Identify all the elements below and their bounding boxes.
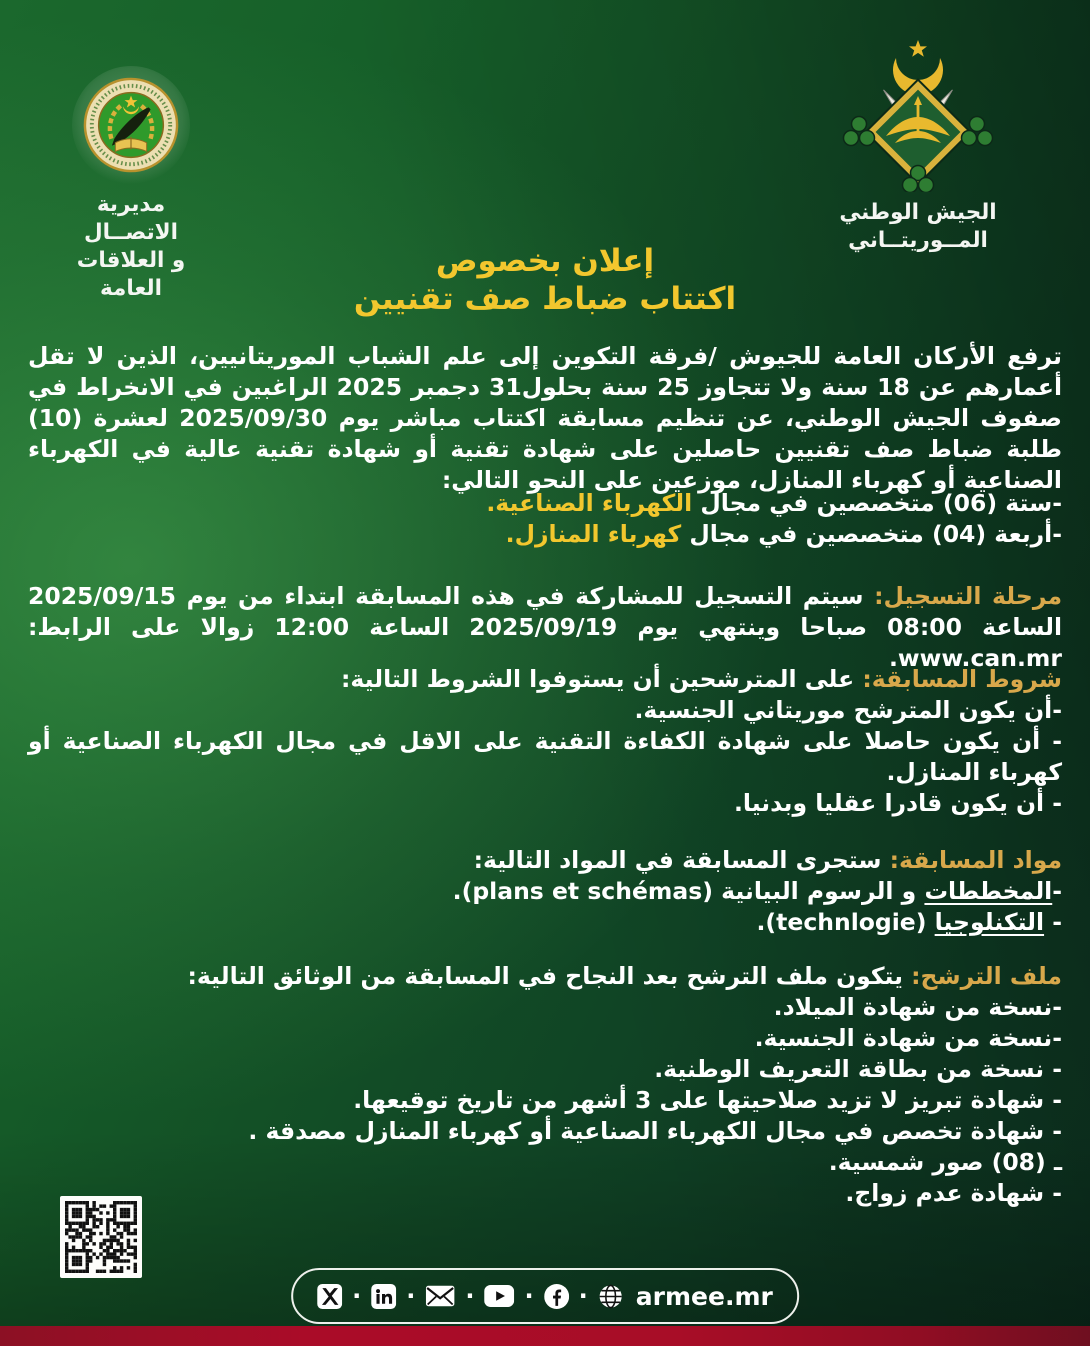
file-item: ـ (08) صور شمسية. xyxy=(828,1148,1062,1176)
file-item: - شهادة تبريز لا تزيد صلاحيتها على 3 أشهر من تاريخ توقيعها. xyxy=(353,1086,1062,1114)
website-text: armee.mr xyxy=(635,1281,773,1311)
left-logo-caption-line1: مديرية الاتصــال xyxy=(83,192,179,245)
file-item: -نسخة من شهادة الميلاد. xyxy=(773,993,1062,1021)
file-header-line: ملف الترشح: يتكون ملف الترشح بعد النجاح في المسابقة من الوثائق التالية: xyxy=(187,962,1062,990)
page-title xyxy=(0,242,1090,318)
right-logo-caption-line1: الجيش الوطني xyxy=(839,200,997,225)
communication-directorate-emblem-icon xyxy=(82,76,180,174)
right-logo-caption-line2: المــوريتــاني xyxy=(848,228,988,253)
subject-item: -المخططات و الرسوم البيانية (plans et schémas). xyxy=(452,877,1062,905)
file-item: - شهادة تخصص في مجال الكهرباء الصناعية أو كهرباء المنازل مصدقة . xyxy=(248,1117,1062,1145)
intro-paragraph: ترفع الأركان العامة للجيوش /فرقة التكوين إلى علم الشباب الموريتانيين، الذين لا تقل أعمارهم عن 18 سنة ولا تتجاوز 25 سنة بحلول31 دجمبر 2025 الراغبين في الانخراط في صفوف الجيش الوطني، عن تنظيم مسابقة اكتتاب مباشر يوم 2025/09/30 لعشرة (10) طلبة ضباط صف تقنيين حاصلين على شهادة تقنية أو شهادة تقنية عالية في الكهرباء الصناعية أو كهرباء المنازل، موزعين على النحو التالي: xyxy=(28,342,1062,494)
distribution-item: -ستة (06) متخصصين في مجال الكهرباء الصناعية. xyxy=(486,489,1062,517)
footer-social-bar xyxy=(291,1268,799,1324)
condition-item: -أن يكون المترشح موريتاني الجنسية. xyxy=(634,696,1062,724)
separator-dot: · xyxy=(406,1282,416,1310)
conditions-header: شروط المسابقة: xyxy=(862,665,1062,693)
left-logo-caption-line2: و العلاقات العامة xyxy=(76,248,186,301)
linkedin-icon xyxy=(371,1284,396,1309)
separator-dot: · xyxy=(465,1282,475,1310)
subjects-header: مواد المسابقة: xyxy=(889,846,1062,874)
file-item: - شهادة عدم زواج. xyxy=(845,1179,1062,1207)
subject-item: - التكنلوجيا (technlogie). xyxy=(756,908,1062,936)
logo-backing-circle xyxy=(72,66,190,184)
army-star-crescent-emblem-icon xyxy=(830,40,1006,192)
facebook-icon xyxy=(544,1284,569,1309)
registration-paragraph: مرحلة التسجيل: سيتم التسجيل للمشاركة في هذه المسابقة ابتداء من يوم 2025/09/15 الساعة 08:00 صباحا وينتهي يوم 2025/09/19 الساعة 12:00 زوالا على الرابط: www.can.mr. xyxy=(28,582,1063,672)
title-line2: اكتتاب ضباط صف تقنيين xyxy=(353,281,737,317)
registration-section xyxy=(28,581,1062,674)
globe-icon xyxy=(598,1284,623,1309)
file-section xyxy=(28,961,1062,1209)
bottom-red-strip xyxy=(0,1326,1090,1346)
condition-item: - أن يكون حاصلا على شهادة الكفاءة التقنية على الاقل في مجال الكهرباء الصناعية أو كهرباء المنازل. xyxy=(28,727,1062,786)
separator-dot: · xyxy=(578,1282,588,1310)
conditions-header-line: شروط المسابقة: على المترشحين أن يستوفوا الشروط التالية: xyxy=(341,665,1062,693)
qr-code xyxy=(60,1196,142,1278)
separator-dot: · xyxy=(352,1282,362,1310)
x-icon xyxy=(317,1284,342,1309)
mail-icon xyxy=(425,1285,455,1307)
file-item: - نسخة من بطاقة التعريف الوطنية. xyxy=(654,1055,1062,1083)
intro-section xyxy=(28,341,1062,496)
condition-item: - أن يكون قادرا عقليا وبدنيا. xyxy=(733,789,1062,817)
national-army-logo xyxy=(830,40,1006,255)
conditions-section xyxy=(28,664,1062,819)
subjects-header-line: مواد المسابقة: ستجرى المسابقة في المواد التالية: xyxy=(473,846,1062,874)
subjects-section xyxy=(28,845,1062,938)
distribution-item: -أربعة (04) متخصصين في مجال كهرباء المنازل. xyxy=(505,520,1062,548)
file-header: ملف الترشح: xyxy=(911,962,1062,990)
youtube-icon xyxy=(485,1285,515,1307)
separator-dot: · xyxy=(524,1282,534,1310)
registration-header: مرحلة التسجيل: xyxy=(874,582,1063,610)
file-item: -نسخة من شهادة الجنسية. xyxy=(754,1024,1062,1052)
distribution-section xyxy=(28,488,1062,550)
title-line1: إعلان بخصوص xyxy=(435,243,655,279)
